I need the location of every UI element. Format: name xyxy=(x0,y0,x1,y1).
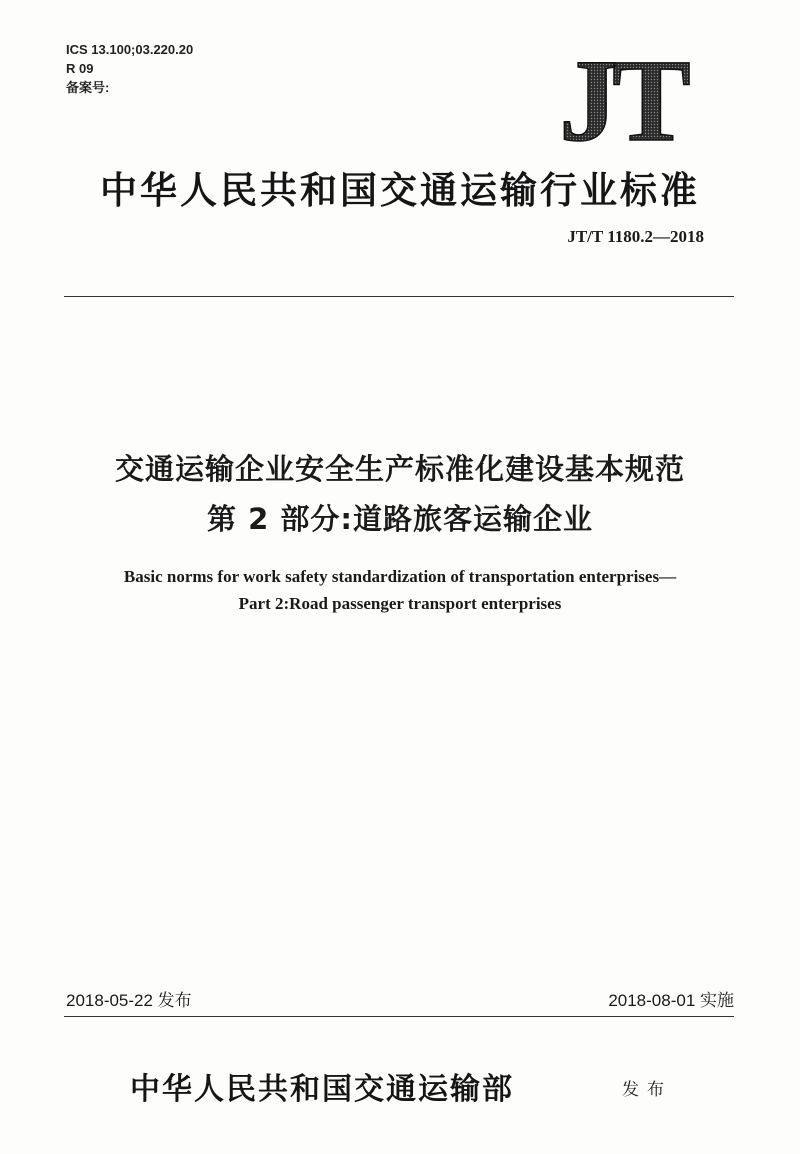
classification-code: R 09 xyxy=(66,61,94,76)
publisher-name: 中华人民共和国交通运输部 xyxy=(130,1072,514,1107)
jt-logo xyxy=(527,48,717,148)
title-cn-line1: 交通运输企业安全生产标准化建设基本规范 xyxy=(114,452,685,486)
footer-divider xyxy=(64,1016,734,1017)
filing-number-label: 备案号: xyxy=(66,80,110,95)
header-divider xyxy=(64,296,734,297)
implementation-date: 2018-08-01 实施 xyxy=(608,991,734,1010)
logo-text: JT xyxy=(559,48,685,148)
classification-block xyxy=(66,40,193,97)
standard-number: JT/T 1180.2—2018 xyxy=(567,227,704,246)
industry-standard-title: 中华人民共和国交通运输行业标准 xyxy=(100,169,700,212)
publish-label: 发布 xyxy=(622,1080,672,1100)
title-cn-line2: 第 2 部分:道路旅客运输企业 xyxy=(207,502,593,536)
issue-date: 2018-05-22 发布 xyxy=(66,991,192,1010)
title-en-line1: Basic norms for work safety standardization of transportation enterprises— xyxy=(123,567,677,586)
title-en-line2: Part 2:Road passenger transport enterprises xyxy=(238,594,562,613)
ics-code: ICS 13.100;03.220.20 xyxy=(66,42,194,57)
